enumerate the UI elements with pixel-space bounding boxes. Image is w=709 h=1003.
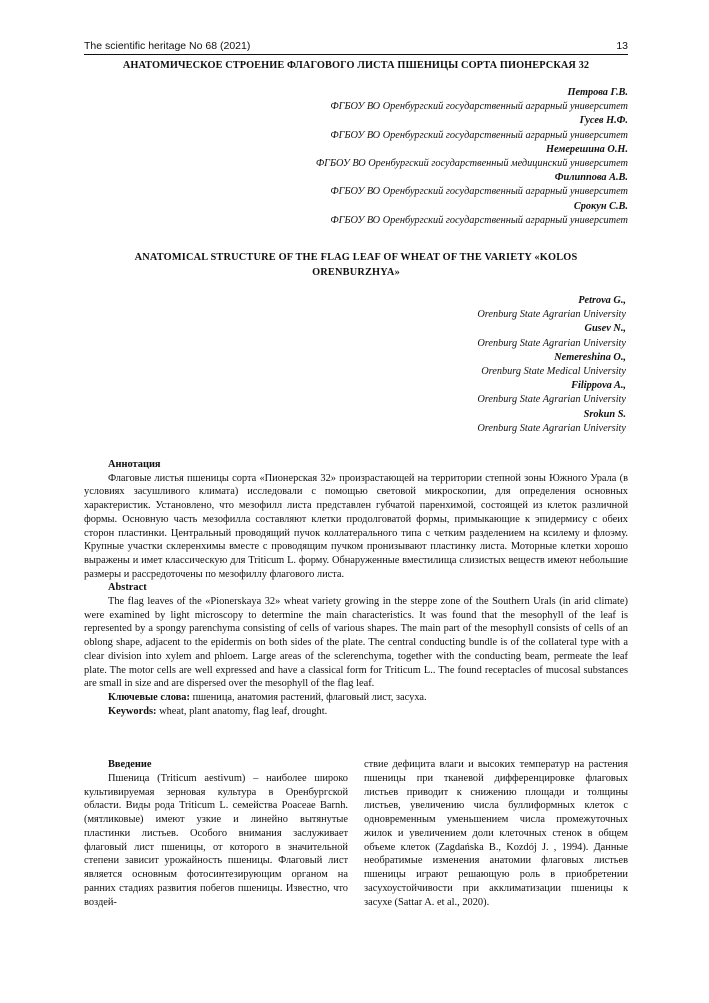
author-name: Филиппова А.В. xyxy=(554,172,628,184)
keywords-ru-label: Ключевые слова: xyxy=(108,691,190,703)
author-name: Petrova G., xyxy=(578,295,626,306)
author-affiliation: Orenburg State Agrarian University xyxy=(477,394,626,406)
author-name: Срокун С.В. xyxy=(573,200,628,212)
page-number: 13 xyxy=(616,40,628,52)
article-title-ru: АНАТОМИЧЕСКОЕ СТРОЕНИЕ ФЛАГОВОГО ЛИСТА ПШЕНИЦЫ СОРТА ПИОНЕРСКАЯ 32 xyxy=(122,60,590,71)
author-affiliation: Orenburg State Agrarian University xyxy=(477,337,626,349)
author-name: Filippova A., xyxy=(571,380,626,392)
author-list-en xyxy=(84,294,626,436)
abstract-heading: Abstract xyxy=(108,582,147,594)
annotation-text: Флаговые листья пшеницы сорта «Пионерская 32» произрастающей на территории степной зоны Южного Урала (в условиях засушливого климата) исследовали с помощью световой микроскопии, для определения основных характеристик. Установлено, что мезофилл листа представлен губчатой паренхимой, состоящей из клеток различной формы. Основную часть мезофилла составляют клетки продолговатой формы, примыкающие к эпидермису с обеих сторон пластинки. Центральный проводящий пучок коллатерального типа с четким разделением на ксилему и флоэму. Крупные участки склеренхимы вместе с проводящим пучком пронизывают пластинку листа. Моторные клетки хорошо выражены и имет классическую для Triticum L. форму. Обнаруженные вместилища слизистых веществ имеют небольшие размеры и рассредоточены по мезофиллу флагового листа. xyxy=(84,472,628,580)
author-name: Петрова Г.В. xyxy=(567,87,628,98)
author-affiliation: ФГБОУ ВО Оренбургский государственный аграрный университет xyxy=(330,214,628,226)
keywords-en xyxy=(84,705,628,719)
author-affiliation: Orenburg State Agrarian University xyxy=(477,422,626,434)
intro-heading: Введение xyxy=(108,759,152,770)
author-affiliation: ФГБОУ ВО Оренбургский государственный аграрный университет xyxy=(330,186,628,198)
running-header xyxy=(84,40,628,55)
author-list-ru xyxy=(84,86,628,228)
author-affiliation: Orenburg State Medical University xyxy=(481,366,626,378)
author-name: Gusev N., xyxy=(584,323,626,335)
author-name: Nemereshina O., xyxy=(554,351,626,363)
abstract-text: The flag leaves of the «Pionerskaya 32» wheat variety growing in the steppe zone of the Southern Urals (in arid climate) were examined by light microscopy to determine the main characteristics. It was found that the mesophyll of the leaf is represented by a spongy parenchyma consisting of cells of various shapes. The main part of the mesophyll consists of cells of an oblong shape, adjacent to the epidermis on both sides of the plate. The central conducting bundle is of the collateral type with a clear division into xylem and phloem. Large areas of the sclerenchyma, together with the conducting beam, permeate the leaf plate. The motor cells are well expressed and have a classical form for Triticum L.. The found receptacles of mucosal substances are small in size and are dispersed over the mesophyll of the flag leaf. xyxy=(84,596,628,690)
abstract-section xyxy=(84,458,628,718)
intro-column-left xyxy=(84,758,348,909)
journal-name: The scientific heritage No 68 (2021) xyxy=(84,40,251,52)
keywords-en-label: Keywords: xyxy=(108,705,157,717)
author-name: Srokun S. xyxy=(583,408,626,420)
article-title-en xyxy=(96,250,616,280)
keywords-en-text: wheat, plant anatomy, flag leaf, drought. xyxy=(156,705,328,717)
author-affiliation: ФГБОУ ВО Оренбургский государственный аграрный университет xyxy=(330,129,628,141)
author-affiliation: ФГБОУ ВО Оренбургский государственный медицинский университет xyxy=(315,158,628,170)
title-en-line-2: ORENBURZHYA» xyxy=(312,267,400,278)
author-affiliation: Orenburg State Agrarian University xyxy=(477,309,626,321)
keywords-ru-text: пшеница, анатомия растений, флаговый лист, засуха. xyxy=(189,691,427,703)
annotation-heading: Аннотация xyxy=(108,459,161,470)
intro-paragraph-right: ствие дефицита влаги и высоких температур на растения пшеницы при тканевой дифференцировке флаговых листьев приводит к снижению площади и толщины листьев, увеличению числа буллиформных клеток с одновременным уменьшением числа промежуточных жилок и увеличением доли клеточных стенок в общем объеме клеток (Zagdańska B., Kozdój J. , 1994). Данные необратимые изменения анатомии флаговых листьев пшеницы играют решающую роль в приобретении засухоустойчивости при акклиматизации пшеницы к засухе (Sattar A. et al., 2020). xyxy=(364,759,628,908)
keywords-ru xyxy=(84,691,628,705)
author-name: Гусев Н.Ф. xyxy=(579,115,628,127)
author-affiliation: ФГБОУ ВО Оренбургский государственный аграрный университет xyxy=(330,101,628,113)
intro-column-right xyxy=(364,758,628,909)
title-en-line-1: ANATOMICAL STRUCTURE OF THE FLAG LEAF OF WHEAT OF THE VARIETY «KOLOS xyxy=(134,252,578,263)
author-name: Немерешина О.Н. xyxy=(545,143,628,155)
intro-paragraph-left: Пшеница (Triticum aestivum) – наиболее широко культивируемая зерновая культура в Оренбургской области. Виды рода Triticum L. семейства Poaceae Barnh. (мятликовые) имеют узкие и линейно вытянутые пластинки листьев. Особого внимания заслуживает флаговый лист пшеницы, от которого в значительной степени зависит урожайность пшеницы. Флаговый лист является основным фотосинтезирующим органом на ранних стадиях развития побегов пшеницы. Известно, что воздей- xyxy=(84,772,348,908)
